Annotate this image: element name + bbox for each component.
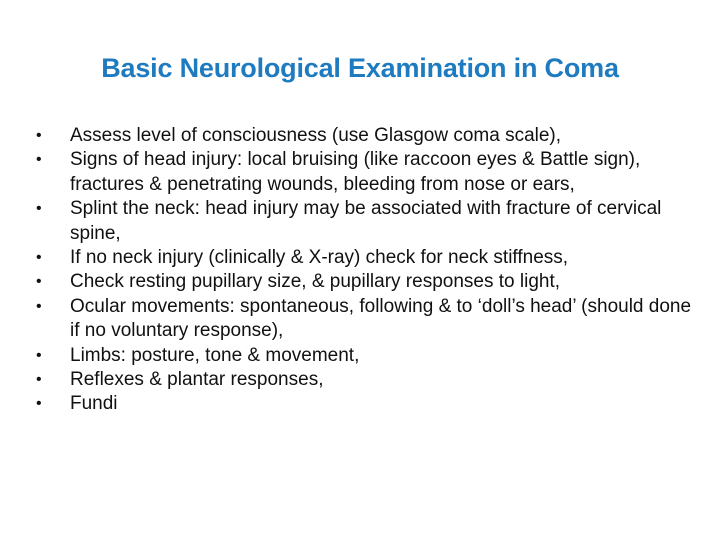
bullet-icon: • <box>36 151 42 169</box>
list-item <box>36 148 704 197</box>
list-item <box>36 124 704 148</box>
bullet-icon: • <box>36 249 42 267</box>
bullet-icon: • <box>36 127 42 144</box>
list-item-text: Fundi <box>70 393 118 415</box>
bullet-icon: • <box>36 371 42 389</box>
bullet-icon: • <box>36 346 42 364</box>
list-item <box>36 295 704 344</box>
list-item-text: Splint the neck: head injury may be associated with fracture of cervical spine, <box>70 198 662 244</box>
list-item <box>36 270 704 294</box>
bullet-list <box>36 124 704 417</box>
bullet-icon: • <box>36 200 42 218</box>
bullet-icon: • <box>36 273 42 291</box>
bullet-icon: • <box>36 297 42 315</box>
list-item <box>36 344 704 368</box>
bullet-icon: • <box>36 395 42 413</box>
list-item <box>36 197 704 246</box>
list-item-text: Signs of head injury: local bruising (like raccoon eyes & Battle sign), fractures & penetrating wounds, bleeding from nose or ears, <box>70 149 641 195</box>
list-item-text: Limbs: posture, tone & movement, <box>70 344 360 366</box>
list-item <box>36 246 704 270</box>
list-item-text: Assess level of consciousness (use Glasgow coma scale), <box>70 125 562 146</box>
slide-title: Basic Neurological Examination in Coma <box>101 53 619 83</box>
list-item-text: If no neck injury (clinically & X-ray) check for neck stiffness, <box>70 247 569 269</box>
list-item-text: Ocular movements: spontaneous, following & to ‘doll’s head’ (should done if no voluntary response), <box>70 295 692 342</box>
list-item-text: Check resting pupillary size, & pupillary responses to light, <box>70 271 561 293</box>
list-item-text: Reflexes & plantar responses, <box>70 369 324 391</box>
list-item <box>36 392 704 416</box>
list-item <box>36 368 704 392</box>
